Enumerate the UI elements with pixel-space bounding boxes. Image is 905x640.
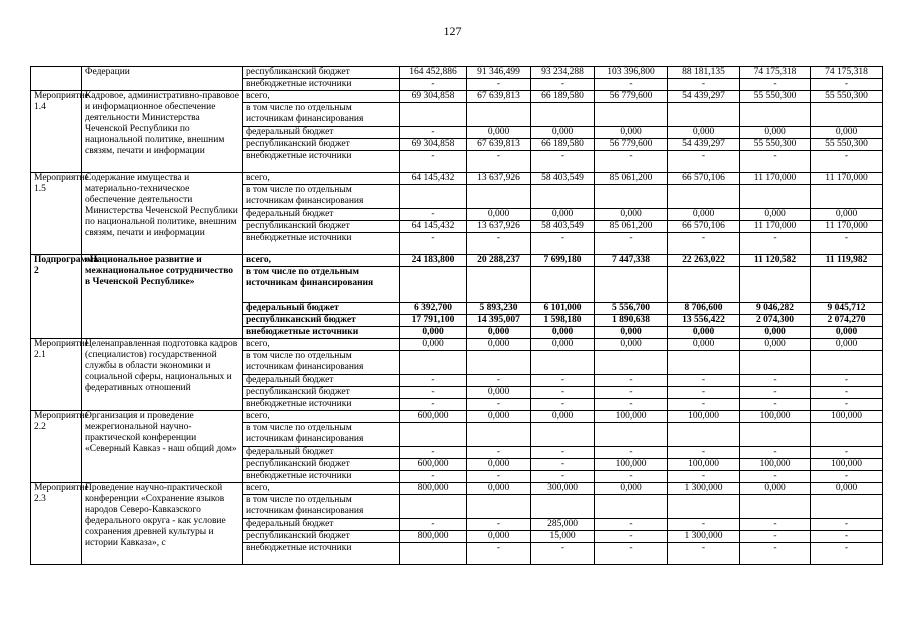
funding-source-cell: всего, bbox=[243, 339, 400, 351]
amount-cell: 0,000 bbox=[467, 127, 531, 139]
amount-cell: - bbox=[467, 543, 531, 565]
amount-cell: 55 550,300 bbox=[740, 139, 811, 151]
amount-cell: - bbox=[595, 531, 668, 543]
funding-source-cell: в том числе по отдельным источникам финансирования bbox=[243, 103, 400, 127]
amount-cell: 164 452,886 bbox=[400, 67, 467, 79]
amount-cell bbox=[811, 185, 883, 209]
amount-cell: 0,000 bbox=[811, 127, 883, 139]
amount-cell: 0,000 bbox=[467, 411, 531, 423]
amount-cell: 0,000 bbox=[531, 127, 595, 139]
amount-cell: - bbox=[595, 519, 668, 531]
amount-cell: 0,000 bbox=[467, 459, 531, 471]
amount-cell: 56 779,600 bbox=[595, 91, 668, 103]
amount-cell: 67 639,813 bbox=[467, 139, 531, 151]
table-row bbox=[31, 91, 883, 103]
amount-cell bbox=[595, 103, 668, 127]
amount-cell: 74 175,318 bbox=[811, 67, 883, 79]
amount-cell: 0,000 bbox=[467, 339, 531, 351]
funding-source-cell: в том числе по отдельным источникам финансирования bbox=[243, 185, 400, 209]
amount-cell: 11 119,982 bbox=[811, 255, 883, 267]
funding-source-cell: республиканский бюджет bbox=[243, 531, 400, 543]
amount-cell: 11 170,000 bbox=[740, 173, 811, 185]
amount-cell: 0,000 bbox=[400, 327, 467, 339]
amount-cell: 100,000 bbox=[740, 459, 811, 471]
funding-source-cell: федеральный бюджет bbox=[243, 209, 400, 221]
measure-title-cell: Содержание имущества и материально-техническое обеспечение деятельности Министерства Чеченской Республики по национальной политике, внешним связям, печати и информации bbox=[82, 173, 243, 255]
amount-cell: - bbox=[531, 151, 595, 173]
amount-cell: 0,000 bbox=[595, 127, 668, 139]
amount-cell: - bbox=[668, 471, 740, 483]
amount-cell: - bbox=[531, 471, 595, 483]
amount-cell bbox=[531, 267, 595, 303]
amount-cell bbox=[668, 495, 740, 519]
funding-source-cell: внебюджетные источники bbox=[243, 399, 400, 411]
amount-cell: - bbox=[811, 151, 883, 173]
amount-cell bbox=[811, 267, 883, 303]
funding-source-cell: внебюджетные источники bbox=[243, 543, 400, 565]
amount-cell bbox=[668, 267, 740, 303]
funding-source-cell: всего, bbox=[243, 255, 400, 267]
amount-cell: - bbox=[531, 543, 595, 565]
amount-cell bbox=[740, 423, 811, 447]
amount-cell bbox=[740, 185, 811, 209]
amount-cell: - bbox=[531, 459, 595, 471]
amount-cell: 0,000 bbox=[531, 209, 595, 221]
measure-title-cell: «Национальное развитие и межнациональное сотрудничество в Чеченской Республике» bbox=[82, 255, 243, 339]
funding-source-cell: всего, bbox=[243, 483, 400, 495]
funding-source-cell: федеральный бюджет bbox=[243, 375, 400, 387]
amount-cell: 0,000 bbox=[595, 327, 668, 339]
amount-cell: - bbox=[467, 399, 531, 411]
amount-cell: - bbox=[595, 399, 668, 411]
amount-cell: - bbox=[595, 471, 668, 483]
funding-source-cell: внебюджетные источники bbox=[243, 327, 400, 339]
amount-cell: 67 639,813 bbox=[467, 91, 531, 103]
amount-cell bbox=[531, 495, 595, 519]
amount-cell: 0,000 bbox=[811, 209, 883, 221]
amount-cell bbox=[531, 351, 595, 375]
amount-cell: 6 101,000 bbox=[531, 303, 595, 315]
amount-cell bbox=[740, 267, 811, 303]
amount-cell: 58 403,549 bbox=[531, 221, 595, 233]
amount-cell: - bbox=[668, 447, 740, 459]
measure-code-cell: Мероприятие 2.1 bbox=[31, 339, 82, 411]
amount-cell: 2 074,270 bbox=[811, 315, 883, 327]
amount-cell: 69 304,858 bbox=[400, 139, 467, 151]
measure-code-cell bbox=[31, 67, 82, 91]
amount-cell: 0,000 bbox=[811, 327, 883, 339]
amount-cell: 13 556,422 bbox=[668, 315, 740, 327]
amount-cell: 66 189,580 bbox=[531, 91, 595, 103]
measure-title-cell: Организация и проведение межрегиональной научно-практической конференции «Северный Кавказ - наш общий дом» bbox=[82, 411, 243, 483]
funding-source-cell: всего, bbox=[243, 91, 400, 103]
budget-table bbox=[30, 66, 883, 565]
amount-cell: 55 550,300 bbox=[811, 91, 883, 103]
funding-source-cell: внебюджетные источники bbox=[243, 79, 400, 91]
amount-cell: 24 183,800 bbox=[400, 255, 467, 267]
amount-cell: - bbox=[531, 399, 595, 411]
amount-cell bbox=[811, 103, 883, 127]
amount-cell bbox=[740, 103, 811, 127]
amount-cell: - bbox=[668, 79, 740, 91]
amount-cell bbox=[811, 351, 883, 375]
funding-source-cell: в том числе по отдельным источникам финансирования bbox=[243, 267, 400, 303]
table-row bbox=[31, 67, 883, 79]
amount-cell: - bbox=[668, 387, 740, 399]
amount-cell: - bbox=[400, 127, 467, 139]
amount-cell: 5 893,230 bbox=[467, 303, 531, 315]
funding-source-cell: республиканский бюджет bbox=[243, 459, 400, 471]
funding-source-cell: федеральный бюджет bbox=[243, 447, 400, 459]
amount-cell: - bbox=[811, 387, 883, 399]
amount-cell bbox=[668, 351, 740, 375]
measure-code-cell: Мероприятие 1.5 bbox=[31, 173, 82, 255]
amount-cell: 5 556,700 bbox=[595, 303, 668, 315]
amount-cell: 69 304,858 bbox=[400, 91, 467, 103]
amount-cell bbox=[400, 185, 467, 209]
amount-cell bbox=[531, 103, 595, 127]
amount-cell: 300,000 bbox=[531, 483, 595, 495]
amount-cell: 6 392,700 bbox=[400, 303, 467, 315]
amount-cell: 64 145,432 bbox=[400, 221, 467, 233]
amount-cell bbox=[531, 185, 595, 209]
amount-cell: 20 288,237 bbox=[467, 255, 531, 267]
amount-cell: 0,000 bbox=[595, 339, 668, 351]
amount-cell: - bbox=[811, 233, 883, 255]
amount-cell bbox=[400, 543, 467, 565]
amount-cell: 600,000 bbox=[400, 459, 467, 471]
amount-cell bbox=[668, 103, 740, 127]
funding-source-cell: федеральный бюджет bbox=[243, 127, 400, 139]
amount-cell: - bbox=[740, 387, 811, 399]
funding-source-cell: республиканский бюджет bbox=[243, 315, 400, 327]
amount-cell: - bbox=[595, 79, 668, 91]
amount-cell: 55 550,300 bbox=[811, 139, 883, 151]
amount-cell: - bbox=[400, 399, 467, 411]
amount-cell: - bbox=[531, 375, 595, 387]
table-row bbox=[31, 411, 883, 423]
amount-cell: - bbox=[811, 447, 883, 459]
amount-cell: - bbox=[467, 79, 531, 91]
amount-cell: - bbox=[595, 233, 668, 255]
amount-cell: - bbox=[467, 233, 531, 255]
amount-cell bbox=[740, 351, 811, 375]
amount-cell bbox=[467, 185, 531, 209]
amount-cell: 54 439,297 bbox=[668, 91, 740, 103]
amount-cell: - bbox=[740, 519, 811, 531]
amount-cell: 0,000 bbox=[740, 209, 811, 221]
amount-cell: 0,000 bbox=[467, 209, 531, 221]
amount-cell: 0,000 bbox=[740, 127, 811, 139]
amount-cell: - bbox=[740, 233, 811, 255]
amount-cell: 0,000 bbox=[467, 387, 531, 399]
amount-cell: - bbox=[668, 151, 740, 173]
amount-cell: 1 890,638 bbox=[595, 315, 668, 327]
amount-cell: 66 570,106 bbox=[668, 173, 740, 185]
amount-cell bbox=[400, 103, 467, 127]
amount-cell: 103 396,800 bbox=[595, 67, 668, 79]
funding-source-cell: в том числе по отдельным источникам финансирования bbox=[243, 495, 400, 519]
amount-cell: 100,000 bbox=[595, 411, 668, 423]
amount-cell: 100,000 bbox=[811, 411, 883, 423]
amount-cell: 0,000 bbox=[740, 339, 811, 351]
amount-cell: 85 061,200 bbox=[595, 173, 668, 185]
amount-cell: 64 145,432 bbox=[400, 173, 467, 185]
amount-cell: 0,000 bbox=[467, 483, 531, 495]
amount-cell: - bbox=[740, 375, 811, 387]
amount-cell: 91 346,499 bbox=[467, 67, 531, 79]
funding-source-cell: внебюджетные источники bbox=[243, 233, 400, 255]
amount-cell: 1 300,000 bbox=[668, 531, 740, 543]
amount-cell: 0,000 bbox=[811, 339, 883, 351]
measure-title-cell: Кадровое, административно-правовое и информационное обеспечение деятельности Министерства Чеченской Республики по национальной политике, внешним связям, печати и информации bbox=[82, 91, 243, 173]
amount-cell: 0,000 bbox=[467, 531, 531, 543]
amount-cell: - bbox=[740, 531, 811, 543]
funding-source-cell: федеральный бюджет bbox=[243, 519, 400, 531]
measure-code-cell: Мероприятие 1.4 bbox=[31, 91, 82, 173]
amount-cell bbox=[595, 351, 668, 375]
amount-cell: - bbox=[740, 447, 811, 459]
amount-cell bbox=[595, 495, 668, 519]
amount-cell: - bbox=[595, 387, 668, 399]
amount-cell: 0,000 bbox=[467, 327, 531, 339]
amount-cell: 8 706,600 bbox=[668, 303, 740, 315]
amount-cell: 88 181,135 bbox=[668, 67, 740, 79]
amount-cell: 13 637,926 bbox=[467, 173, 531, 185]
funding-source-cell: республиканский бюджет bbox=[243, 221, 400, 233]
amount-cell: - bbox=[740, 151, 811, 173]
amount-cell: 0,000 bbox=[740, 483, 811, 495]
amount-cell bbox=[467, 423, 531, 447]
amount-cell: - bbox=[467, 471, 531, 483]
amount-cell: - bbox=[400, 447, 467, 459]
amount-cell: - bbox=[400, 471, 467, 483]
amount-cell: - bbox=[400, 519, 467, 531]
amount-cell: - bbox=[668, 543, 740, 565]
amount-cell: - bbox=[740, 79, 811, 91]
table-row bbox=[31, 173, 883, 185]
amount-cell: - bbox=[595, 375, 668, 387]
amount-cell bbox=[467, 351, 531, 375]
amount-cell: - bbox=[531, 387, 595, 399]
measure-title-cell: Целенаправленная подготовка кадров (специалистов) государственной службы в области экономики и социальной сферы, национальных и федеративных отношений bbox=[82, 339, 243, 411]
amount-cell: - bbox=[467, 151, 531, 173]
amount-cell: - bbox=[811, 399, 883, 411]
amount-cell: 0,000 bbox=[595, 483, 668, 495]
amount-cell: 0,000 bbox=[668, 127, 740, 139]
amount-cell: - bbox=[467, 375, 531, 387]
amount-cell: 13 637,926 bbox=[467, 221, 531, 233]
amount-cell: 0,000 bbox=[668, 327, 740, 339]
amount-cell: 0,000 bbox=[400, 339, 467, 351]
amount-cell bbox=[531, 423, 595, 447]
amount-cell bbox=[668, 423, 740, 447]
amount-cell: 11 120,582 bbox=[740, 255, 811, 267]
amount-cell: 800,000 bbox=[400, 531, 467, 543]
amount-cell: - bbox=[531, 447, 595, 459]
amount-cell: - bbox=[595, 151, 668, 173]
amount-cell: 285,000 bbox=[531, 519, 595, 531]
amount-cell: - bbox=[811, 471, 883, 483]
amount-cell: - bbox=[668, 375, 740, 387]
amount-cell bbox=[400, 495, 467, 519]
amount-cell: 0,000 bbox=[531, 411, 595, 423]
amount-cell: 93 234,288 bbox=[531, 67, 595, 79]
amount-cell: 54 439,297 bbox=[668, 139, 740, 151]
amount-cell: 56 779,600 bbox=[595, 139, 668, 151]
measure-title-cell: Проведение научно-практической конференции «Сохранение языков народов Северо-Кавказского федерального округа - как условие сохранения древней культуры и истории Кавказа», с bbox=[82, 483, 243, 565]
amount-cell: - bbox=[400, 209, 467, 221]
amount-cell: 11 170,000 bbox=[811, 221, 883, 233]
amount-cell: 100,000 bbox=[668, 459, 740, 471]
amount-cell: 9 045,712 bbox=[811, 303, 883, 315]
amount-cell: - bbox=[400, 387, 467, 399]
funding-source-cell: федеральный бюджет bbox=[243, 303, 400, 315]
amount-cell: 9 046,282 bbox=[740, 303, 811, 315]
amount-cell: 100,000 bbox=[668, 411, 740, 423]
amount-cell: 11 170,000 bbox=[740, 221, 811, 233]
amount-cell bbox=[811, 495, 883, 519]
amount-cell: - bbox=[467, 447, 531, 459]
amount-cell: 0,000 bbox=[668, 209, 740, 221]
amount-cell: 0,000 bbox=[740, 327, 811, 339]
amount-cell: - bbox=[400, 151, 467, 173]
amount-cell: 55 550,300 bbox=[740, 91, 811, 103]
amount-cell: - bbox=[811, 375, 883, 387]
amount-cell: - bbox=[595, 447, 668, 459]
amount-cell: - bbox=[400, 79, 467, 91]
amount-cell: 15,000 bbox=[531, 531, 595, 543]
funding-source-cell: внебюджетные источники bbox=[243, 151, 400, 173]
amount-cell: 66 189,580 bbox=[531, 139, 595, 151]
measure-code-cell: Подпрограмма 2 bbox=[31, 255, 82, 339]
funding-source-cell: в том числе по отдельным источникам финансирования bbox=[243, 351, 400, 375]
amount-cell bbox=[400, 267, 467, 303]
amount-cell: 74 175,318 bbox=[740, 67, 811, 79]
amount-cell: - bbox=[531, 79, 595, 91]
funding-source-cell: республиканский бюджет bbox=[243, 387, 400, 399]
amount-cell: - bbox=[668, 519, 740, 531]
amount-cell bbox=[467, 267, 531, 303]
amount-cell: - bbox=[811, 519, 883, 531]
amount-cell: 0,000 bbox=[811, 483, 883, 495]
amount-cell: 11 170,000 bbox=[811, 173, 883, 185]
amount-cell: - bbox=[595, 543, 668, 565]
funding-source-cell: внебюджетные источники bbox=[243, 471, 400, 483]
amount-cell bbox=[811, 423, 883, 447]
funding-source-cell: в том числе по отдельным источникам финансирования bbox=[243, 423, 400, 447]
amount-cell: 100,000 bbox=[595, 459, 668, 471]
amount-cell: - bbox=[668, 399, 740, 411]
amount-cell bbox=[740, 495, 811, 519]
amount-cell: - bbox=[400, 375, 467, 387]
amount-cell: - bbox=[400, 233, 467, 255]
amount-cell: 2 074,300 bbox=[740, 315, 811, 327]
funding-source-cell: республиканский бюджет bbox=[243, 139, 400, 151]
table-row bbox=[31, 255, 883, 267]
amount-cell bbox=[595, 185, 668, 209]
amount-cell: 100,000 bbox=[811, 459, 883, 471]
measure-code-cell: Мероприятие 2.3 bbox=[31, 483, 82, 565]
amount-cell: - bbox=[668, 233, 740, 255]
amount-cell bbox=[595, 423, 668, 447]
amount-cell: 1 300,000 bbox=[668, 483, 740, 495]
amount-cell: 14 395,007 bbox=[467, 315, 531, 327]
amount-cell: - bbox=[740, 399, 811, 411]
amount-cell: - bbox=[811, 79, 883, 91]
amount-cell bbox=[400, 423, 467, 447]
amount-cell: - bbox=[740, 471, 811, 483]
amount-cell: - bbox=[531, 233, 595, 255]
amount-cell: 66 570,106 bbox=[668, 221, 740, 233]
amount-cell: - bbox=[467, 519, 531, 531]
amount-cell bbox=[467, 495, 531, 519]
measure-title-cell: Федерации bbox=[82, 67, 243, 91]
amount-cell: 7 699,180 bbox=[531, 255, 595, 267]
amount-cell: 58 403,549 bbox=[531, 173, 595, 185]
amount-cell: - bbox=[811, 543, 883, 565]
amount-cell: 0,000 bbox=[531, 327, 595, 339]
amount-cell: 22 263,022 bbox=[668, 255, 740, 267]
measure-code-cell: Мероприятие 2.2 bbox=[31, 411, 82, 483]
amount-cell: 85 061,200 bbox=[595, 221, 668, 233]
amount-cell: - bbox=[740, 543, 811, 565]
table-row bbox=[31, 339, 883, 351]
amount-cell: 0,000 bbox=[531, 339, 595, 351]
amount-cell bbox=[467, 103, 531, 127]
amount-cell bbox=[595, 267, 668, 303]
amount-cell: 1 598,180 bbox=[531, 315, 595, 327]
funding-source-cell: республиканский бюджет bbox=[243, 67, 400, 79]
amount-cell bbox=[400, 351, 467, 375]
funding-source-cell: всего, bbox=[243, 173, 400, 185]
amount-cell: 100,000 bbox=[740, 411, 811, 423]
amount-cell bbox=[668, 185, 740, 209]
amount-cell: 600,000 bbox=[400, 411, 467, 423]
amount-cell: 0,000 bbox=[668, 339, 740, 351]
amount-cell: 800,000 bbox=[400, 483, 467, 495]
amount-cell: 7 447,338 bbox=[595, 255, 668, 267]
page-number: 127 bbox=[443, 24, 462, 38]
amount-cell: - bbox=[811, 531, 883, 543]
amount-cell: 17 791,100 bbox=[400, 315, 467, 327]
table-row bbox=[31, 483, 883, 495]
funding-source-cell: всего, bbox=[243, 411, 400, 423]
amount-cell: 0,000 bbox=[595, 209, 668, 221]
